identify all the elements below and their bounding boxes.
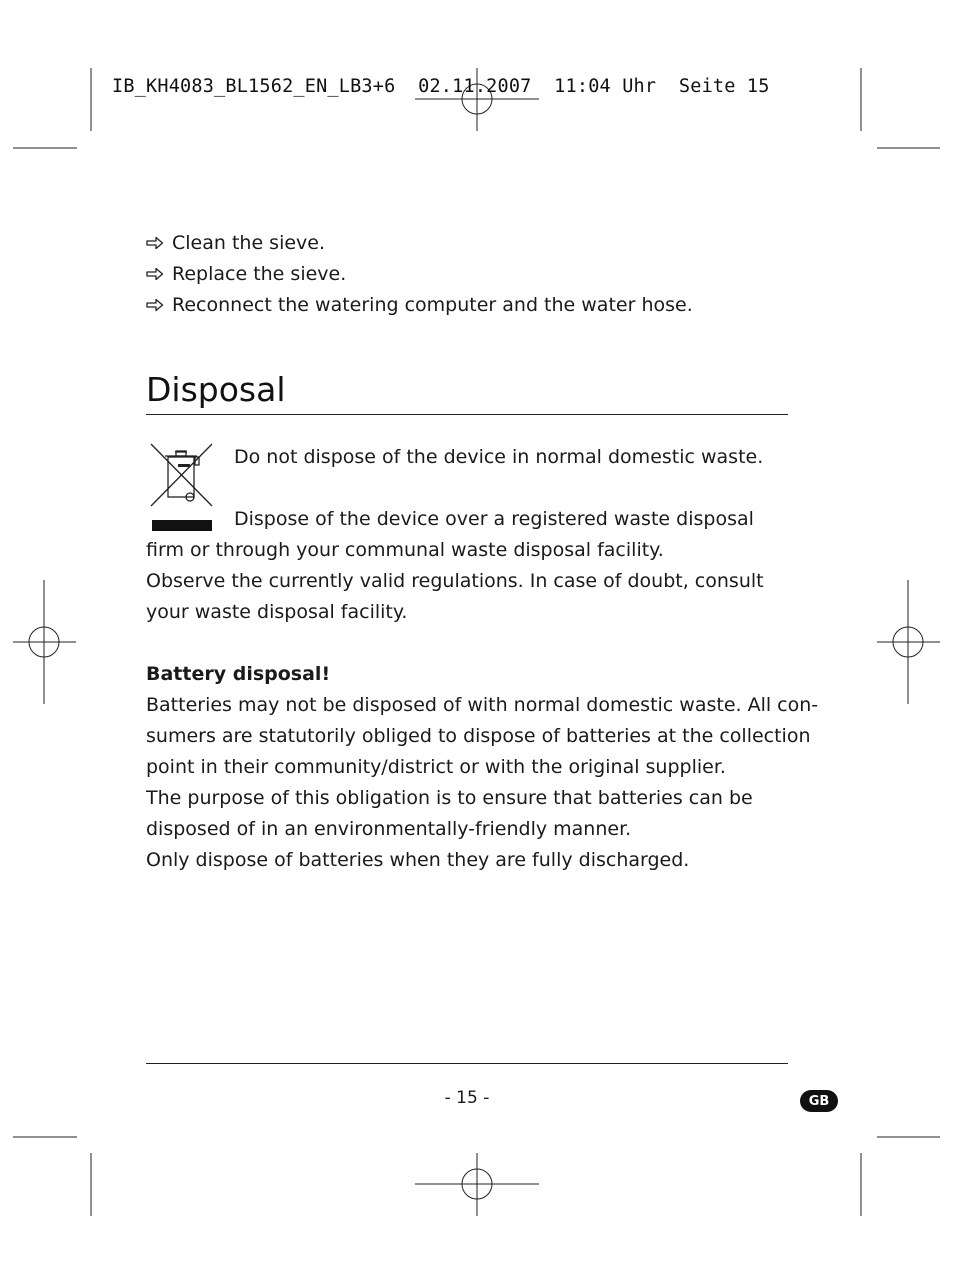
- list-item: [146, 289, 693, 320]
- disposal-instruction-line: firm or through your communal waste disposal facility.: [146, 539, 664, 561]
- battery-text-line: point in their community/district or with the original supplier.: [146, 756, 726, 778]
- disposal-instruction-line: Dispose of the device over a registered waste disposal: [234, 508, 754, 530]
- step-text: Replace the sieve.: [172, 262, 347, 285]
- battery-text-line: Batteries may not be disposed of with normal domestic waste. All con-: [146, 694, 819, 716]
- country-badge: GB: [800, 1090, 838, 1112]
- list-item: [146, 227, 693, 258]
- print-slug-header: IB_KH4083_BL1562_EN_LB3+6 02.11.2007 11:04 Uhr Seite 15: [112, 76, 770, 97]
- arrow-right-icon: [146, 236, 164, 250]
- page-number: - 15 -: [444, 1088, 490, 1108]
- battery-text-line: sumers are statutorily obliged to dispose of batteries at the collection: [146, 725, 811, 747]
- battery-text-line: disposed of in an environmentally-friendly manner.: [146, 818, 632, 840]
- arrow-right-icon: [146, 298, 164, 312]
- disposal-instruction-line: your waste disposal facility.: [146, 601, 408, 623]
- disposal-warning-text: Do not dispose of the device in normal domestic waste.: [234, 446, 764, 468]
- battery-disposal-heading: Battery disposal!: [146, 663, 331, 685]
- battery-text-line: Only dispose of batteries when they are fully discharged.: [146, 849, 690, 871]
- footer-rule: [146, 1063, 788, 1064]
- cleaning-steps-list: [146, 227, 693, 320]
- battery-text-line: The purpose of this obligation is to ensure that batteries can be: [146, 787, 753, 809]
- arrow-right-icon: [146, 267, 164, 281]
- crossed-out-wheelie-bin-icon: [148, 440, 214, 534]
- step-text: Reconnect the watering computer and the water hose.: [172, 293, 693, 316]
- heading-underline: [146, 414, 788, 415]
- section-heading-disposal: Disposal: [146, 370, 286, 409]
- disposal-instruction-line: Observe the currently valid regulations. In case of doubt, consult: [146, 570, 764, 592]
- step-text: Clean the sieve.: [172, 231, 326, 254]
- list-item: [146, 258, 693, 289]
